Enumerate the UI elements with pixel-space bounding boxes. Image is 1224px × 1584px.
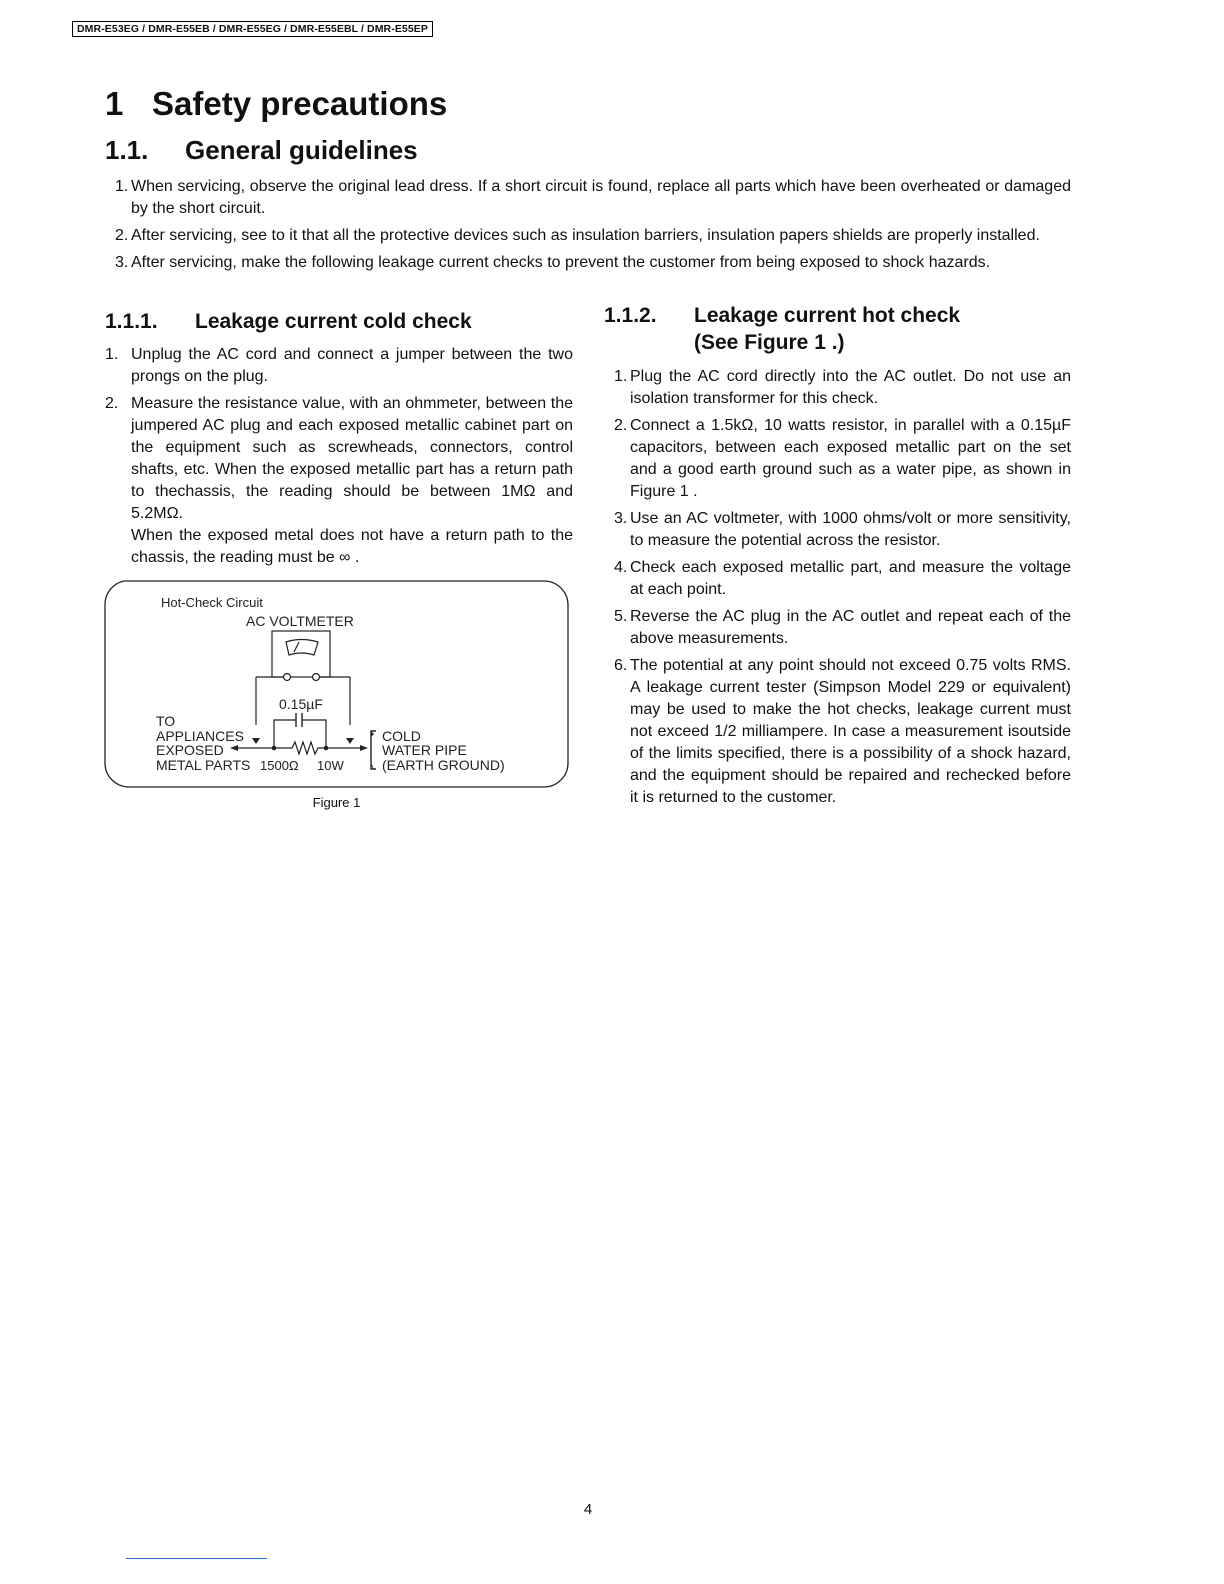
- capacitor-symbol: [274, 713, 326, 748]
- item-text: Plug the AC cord directly into the AC outlet. Do not use an isolation transformer for this check.: [630, 368, 1071, 407]
- subsection-number: 1.1.: [105, 135, 149, 165]
- item-text: Unplug the AC cord and connect a jumper between the two prongs on the plug.: [131, 346, 573, 385]
- footer-rule: [126, 1558, 267, 1559]
- list-item: [105, 225, 1071, 247]
- cold-check-number: 1.1.1.: [105, 310, 158, 333]
- item-text: Measure the resistance value, with an ohmmeter, between the jumpered AC plug and each exposed metallic cabinet part on the equipment such as screwheads, connectors, control shafts, etc. When the exposed metallic part has a return path to thechassis, the reading should be between 1MΩ and 5.2MΩ.: [131, 395, 573, 522]
- section-number: 1: [105, 85, 124, 122]
- section-title-text: Safety precautions: [152, 85, 448, 122]
- meter-terminal-right: [313, 674, 320, 681]
- item-number: 2.: [105, 395, 119, 412]
- item-number: 4.: [614, 559, 628, 576]
- watt-label: 10W: [317, 758, 344, 773]
- resistor-label: 1500Ω: [260, 758, 299, 773]
- model-header: DMR-E53EG / DMR-E55EB / DMR-E55EG / DMR-E55EBL / DMR-E55EP: [72, 21, 433, 37]
- meter-label: AC VOLTMETER: [246, 613, 354, 629]
- subsection-title: [105, 133, 418, 167]
- list-item: [105, 344, 573, 388]
- voltmeter-dial-icon: [286, 640, 318, 656]
- item-number: 5.: [614, 608, 628, 625]
- hot-check-title-line2: (See Figure 1 .): [694, 331, 845, 354]
- label-to: TO: [156, 713, 176, 729]
- item-text: When servicing, observe the original lead dress. If a short circuit is found, replace all parts which have been overheated or damaged by the short circuit.: [131, 178, 1071, 217]
- list-item: [604, 508, 1071, 552]
- section-title: [105, 84, 447, 124]
- label-earth-ground: (EARTH GROUND): [382, 757, 505, 773]
- list-item: [105, 252, 1071, 274]
- item-text: After servicing, make the following leakage current checks to prevent the customer from being exposed to shock hazards.: [131, 254, 991, 271]
- list-item: [105, 393, 573, 525]
- hot-check-list: [604, 366, 1071, 809]
- hot-check-title: Leakage current hot check: [694, 304, 961, 327]
- hot-check-column: [604, 302, 1071, 814]
- resistor-symbol: [274, 742, 326, 754]
- hot-check-heading: [604, 302, 1071, 356]
- label-exposed: EXPOSED: [156, 742, 224, 758]
- cold-check-title: Leakage current cold check: [195, 310, 472, 333]
- item-number: 6.: [614, 657, 628, 674]
- meter-terminal-left: [284, 674, 291, 681]
- subsection-title-text: General guidelines: [185, 135, 418, 165]
- item-text: Reverse the AC plug in the AC outlet and repeat each of the above measurements.: [630, 608, 1071, 647]
- item-number: 1.: [115, 178, 129, 195]
- item-text: Use an AC voltmeter, with 1000 ohms/volt or more sensitivity, to measure the potential across the resistor.: [630, 510, 1071, 549]
- item-number: 3.: [115, 254, 129, 271]
- figure-caption: Figure 1: [312, 795, 361, 810]
- cold-check-list: [105, 344, 573, 525]
- list-item: [604, 415, 1071, 503]
- capacitor-label: 0.15µF: [279, 696, 323, 712]
- list-item: [105, 176, 1071, 220]
- list-item: [604, 655, 1071, 809]
- general-guidelines-list: [105, 176, 1071, 279]
- item-number: 3.: [614, 510, 628, 527]
- item-text: Connect a 1.5kΩ, 10 watts resistor, in parallel with a 0.15µF capacitors, between each exposed metallic part on the set and a good earth ground such as a water pipe, as shown in Figure 1 .: [630, 417, 1071, 500]
- item-number: 2.: [115, 227, 129, 244]
- cold-check-column: [105, 308, 573, 569]
- label-water-pipe: WATER PIPE: [382, 742, 467, 758]
- figure-title: Hot-Check Circuit: [161, 595, 263, 610]
- item-number: 2.: [614, 417, 628, 434]
- item-number: 1.: [614, 368, 628, 385]
- page-number: 4: [583, 1501, 593, 1518]
- hot-check-number: 1.1.2.: [604, 304, 657, 327]
- item-text: After servicing, see to it that all the protective devices such as insulation barriers, insulation papers shields are properly installed.: [131, 227, 1040, 244]
- label-appliances: APPLIANCES: [156, 728, 244, 744]
- item-text: The potential at any point should not exceed 0.75 volts RMS. A leakage current tester (Simpson Model 229 or equivalent) may be used to make the hot checks, leakage current must not exceed 1/2 milliampere. In case a measurement isoutside of the limits specified, there is a possibility of a shock hazard, and the equipment should be repaired and rechecked before it is returned to the customer.: [630, 657, 1071, 806]
- list-item: [604, 557, 1071, 601]
- cold-check-heading: [105, 308, 573, 335]
- list-item: [604, 606, 1071, 650]
- item-number: 1.: [105, 346, 119, 363]
- list-item: [604, 366, 1071, 410]
- water-pipe-symbol: [371, 731, 376, 769]
- item-text: Check each exposed metallic part, and measure the voltage at each point.: [630, 559, 1071, 598]
- cold-check-note: When the exposed metal does not have a return path to the chassis, the reading must be ∞ .: [131, 527, 573, 566]
- label-metal-parts: METAL PARTS: [156, 757, 251, 773]
- label-cold: COLD: [382, 728, 421, 744]
- voltmeter-box: [272, 631, 330, 677]
- hot-check-circuit-diagram: [104, 580, 569, 788]
